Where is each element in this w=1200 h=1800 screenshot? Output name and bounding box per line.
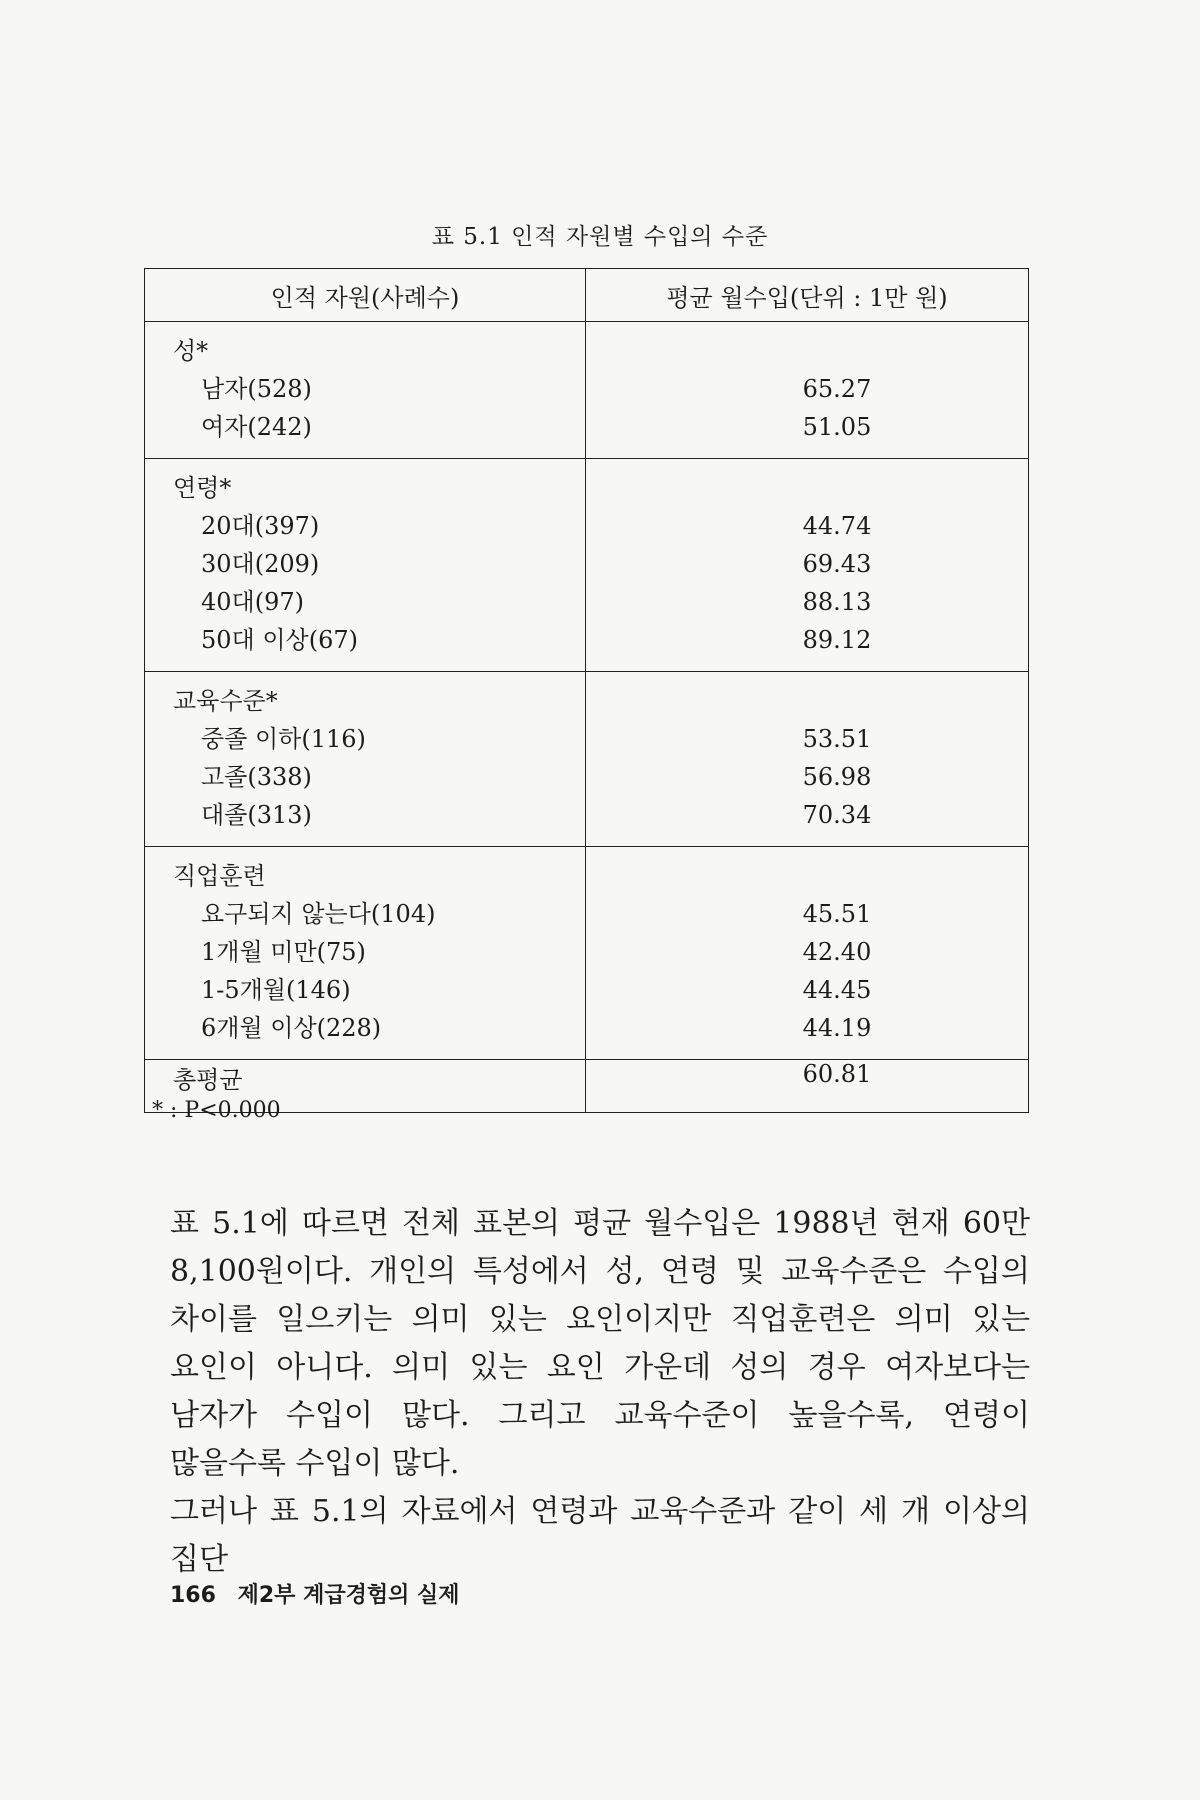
total-label: 총평균 xyxy=(145,1060,586,1113)
header-average-income: 평균 월수입(단위 : 1만 원) xyxy=(586,269,1029,322)
running-section-title: 제2부 계급경험의 실제 xyxy=(237,1583,460,1608)
item-label: 고졸(338) xyxy=(201,763,312,791)
table-footnote: * : P<0.000 xyxy=(152,1098,281,1123)
item-label: 남자(528) xyxy=(201,375,312,403)
category-label: 연령* xyxy=(173,474,232,502)
item-label: 1개월 미만(75) xyxy=(201,938,366,966)
item-value: 45.51 xyxy=(802,900,872,928)
item-label: 1-5개월(146) xyxy=(201,976,351,1004)
item-value: 44.45 xyxy=(802,976,872,1004)
item-value: 70.34 xyxy=(802,801,872,829)
item-value: 44.74 xyxy=(802,512,872,540)
item-label: 대졸(313) xyxy=(201,801,312,829)
item-value: 65.27 xyxy=(802,375,872,403)
item-label: 중졸 이하(116) xyxy=(201,725,366,753)
category-label: 직업훈련 xyxy=(173,862,266,890)
group-row-age xyxy=(145,459,1029,672)
item-label: 40대(97) xyxy=(201,588,304,616)
total-value: 60.81 xyxy=(586,1060,1029,1113)
item-value: 89.12 xyxy=(802,626,872,654)
item-label: 여자(242) xyxy=(201,413,312,441)
item-value: 42.40 xyxy=(802,938,872,966)
item-label: 20대(397) xyxy=(201,512,320,540)
item-label: 30대(209) xyxy=(201,550,320,578)
category-label: 성* xyxy=(173,337,209,365)
table-caption: 표 5.1 인적 자원별 수입의 수준 xyxy=(431,224,769,250)
item-label: 6개월 이상(228) xyxy=(201,1014,382,1042)
item-label: 요구되지 않는다(104) xyxy=(201,900,436,928)
table-header-row xyxy=(145,269,1029,322)
item-value: 69.43 xyxy=(802,550,872,578)
income-table xyxy=(144,268,1029,1113)
item-value: 56.98 xyxy=(802,763,872,791)
page-number: 166 xyxy=(170,1583,216,1608)
group-row-job-training xyxy=(145,847,1029,1060)
item-value: 44.19 xyxy=(802,1014,872,1042)
item-value: 53.51 xyxy=(802,725,872,753)
group-row-gender xyxy=(145,322,1029,459)
header-human-resources: 인적 자원(사례수) xyxy=(145,269,586,322)
paragraph: 그러나 표 5.1의 자료에서 연령과 교육수준과 같이 세 개 이상의 집단 xyxy=(170,1494,1030,1577)
item-label: 50대 이상(67) xyxy=(201,626,358,654)
category-label: 교육수준* xyxy=(173,687,278,715)
item-value: 51.05 xyxy=(802,413,872,441)
body-text xyxy=(170,1200,1030,1584)
group-row-education xyxy=(145,672,1029,847)
item-value: 88.13 xyxy=(802,588,872,616)
page-footer xyxy=(170,1578,460,1609)
paragraph: 표 5.1에 따르면 전체 표본의 평균 월수입은 1988년 현재 60만 8,100원이다. 개인의 특성에서 성, 연령 및 교육수준은 수입의 차이를 일으키는 의미 있는 요인이지만 직업훈련은 의미 있는 요인이 아니다. 의미 있는 요인 가운데 성의 경우 여자보다는 남자가 수입이 많다. 그리고 교육수준이 높을수록, 연령이 많을수록 수입이 많다. xyxy=(170,1206,1030,1481)
